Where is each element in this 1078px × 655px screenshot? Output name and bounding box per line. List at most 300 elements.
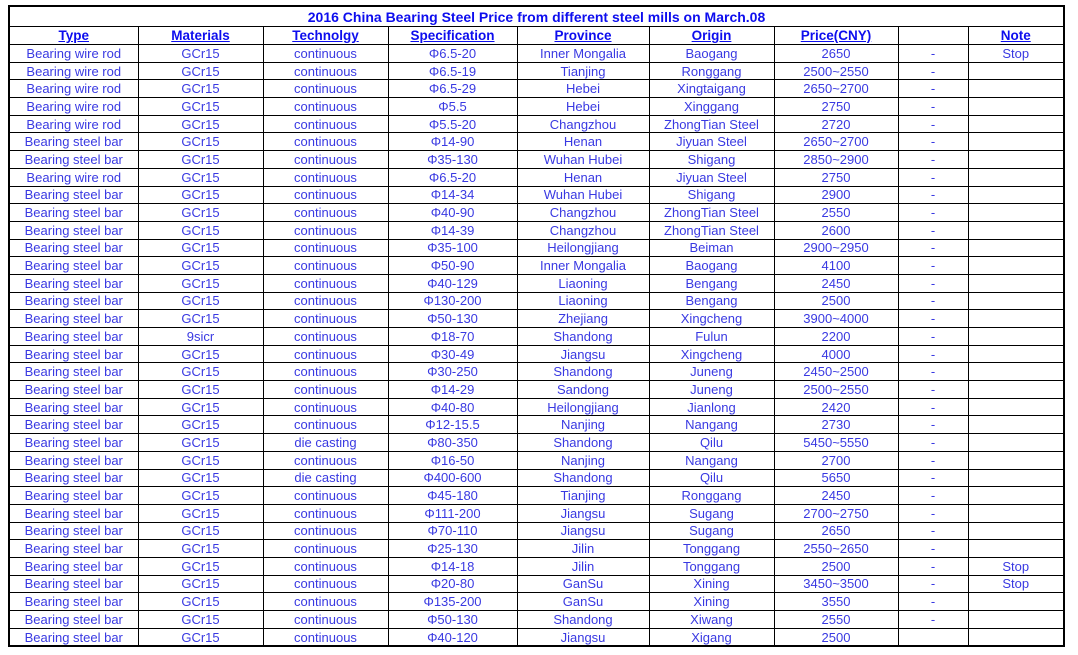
table-cell: 2700 [774, 451, 898, 469]
table-cell: - [898, 451, 968, 469]
table-cell: Beiman [649, 239, 774, 257]
table-row [9, 292, 1064, 310]
table-cell: Nangang [649, 451, 774, 469]
table-cell: Tianjing [517, 62, 649, 80]
table-cell: continuous [263, 416, 388, 434]
table-cell: die casting [263, 434, 388, 452]
table-cell: Φ45-180 [388, 487, 517, 505]
table-cell: - [898, 504, 968, 522]
table-cell: Φ5.5-20 [388, 115, 517, 133]
table-cell: 2700~2750 [774, 504, 898, 522]
table-cell: 2900~2950 [774, 239, 898, 257]
table-cell: continuous [263, 310, 388, 328]
table-cell: 3550 [774, 593, 898, 611]
table-cell: Φ16-50 [388, 451, 517, 469]
table-cell: Bearing wire rod [9, 80, 138, 98]
table-cell [968, 487, 1064, 505]
table-cell: 2500~2550 [774, 62, 898, 80]
table-cell: 4100 [774, 257, 898, 275]
table-cell: - [898, 557, 968, 575]
table-title: 2016 China Bearing Steel Price from different steel mills on March.08 [9, 6, 1064, 27]
table-cell: Jiangsu [517, 628, 649, 646]
table-cell: GCr15 [138, 345, 263, 363]
table-cell: 3450~3500 [774, 575, 898, 593]
table-cell: Jiyuan Steel [649, 133, 774, 151]
table-cell: continuous [263, 398, 388, 416]
table-cell: - [898, 115, 968, 133]
table-cell: continuous [263, 45, 388, 63]
table-cell [968, 451, 1064, 469]
table-cell: Φ111-200 [388, 504, 517, 522]
table-cell: Shandong [517, 611, 649, 629]
table-cell: continuous [263, 593, 388, 611]
table-cell [968, 540, 1064, 558]
table-cell: Sugang [649, 522, 774, 540]
table-row [9, 239, 1064, 257]
table-cell: Φ14-39 [388, 221, 517, 239]
table-cell [968, 239, 1064, 257]
table-cell: 2600 [774, 221, 898, 239]
table-cell: Φ14-90 [388, 133, 517, 151]
table-cell: - [898, 151, 968, 169]
table-cell: Bearing steel bar [9, 292, 138, 310]
table-cell: continuous [263, 204, 388, 222]
table-cell: Juneng [649, 381, 774, 399]
table-cell: GCr15 [138, 310, 263, 328]
table-row [9, 381, 1064, 399]
table-cell: Shandong [517, 363, 649, 381]
table-cell: Xingcheng [649, 310, 774, 328]
table-cell: Bearing steel bar [9, 398, 138, 416]
table-cell: Bearing steel bar [9, 469, 138, 487]
table-row [9, 168, 1064, 186]
table-cell: Bearing steel bar [9, 239, 138, 257]
table-cell [968, 257, 1064, 275]
table-cell: Sandong [517, 381, 649, 399]
table-cell: Φ50-130 [388, 310, 517, 328]
table-cell: Zhejiang [517, 310, 649, 328]
table-cell: ZhongTian Steel [649, 115, 774, 133]
table-cell: - [898, 434, 968, 452]
table-row [9, 487, 1064, 505]
table-cell: continuous [263, 239, 388, 257]
table-cell: continuous [263, 186, 388, 204]
table-cell: Φ6.5-29 [388, 80, 517, 98]
table-cell: continuous [263, 540, 388, 558]
table-cell: Inner Mongalia [517, 257, 649, 275]
table-cell [968, 363, 1064, 381]
table-cell: GCr15 [138, 168, 263, 186]
table-cell [968, 98, 1064, 116]
table-cell: Jilin [517, 557, 649, 575]
table-cell: Ronggang [649, 62, 774, 80]
table-row [9, 557, 1064, 575]
table-cell: Xigang [649, 628, 774, 646]
table-cell: Xining [649, 593, 774, 611]
table-cell: Shandong [517, 328, 649, 346]
table-cell: Bearing steel bar [9, 133, 138, 151]
column-header-price-cny: Price(CNY) [774, 27, 898, 45]
table-cell: Bearing steel bar [9, 151, 138, 169]
table-cell: GCr15 [138, 381, 263, 399]
table-row [9, 469, 1064, 487]
table-cell: Qilu [649, 434, 774, 452]
table-cell: continuous [263, 451, 388, 469]
table-row [9, 575, 1064, 593]
table-row [9, 345, 1064, 363]
table-row [9, 62, 1064, 80]
table-cell: Bearing steel bar [9, 522, 138, 540]
table-cell: - [898, 487, 968, 505]
table-cell: die casting [263, 469, 388, 487]
table-cell: continuous [263, 274, 388, 292]
table-row [9, 133, 1064, 151]
table-cell: GCr15 [138, 115, 263, 133]
column-header-province: Province [517, 27, 649, 45]
table-cell: continuous [263, 522, 388, 540]
table-row [9, 451, 1064, 469]
table-cell: 2550 [774, 611, 898, 629]
table-cell [968, 398, 1064, 416]
table-cell: Bearing steel bar [9, 381, 138, 399]
table-cell: Shigang [649, 186, 774, 204]
table-cell [968, 62, 1064, 80]
table-cell: Shigang [649, 151, 774, 169]
table-cell: - [898, 45, 968, 63]
table-cell: - [898, 363, 968, 381]
table-cell: 2450 [774, 487, 898, 505]
table-cell: continuous [263, 221, 388, 239]
table-row [9, 328, 1064, 346]
table-cell: - [898, 168, 968, 186]
table-cell: - [898, 98, 968, 116]
table-cell: GCr15 [138, 80, 263, 98]
table-cell: ZhongTian Steel [649, 221, 774, 239]
table-cell: - [898, 522, 968, 540]
table-cell: 9sicr [138, 328, 263, 346]
table-cell [968, 204, 1064, 222]
table-cell: Bearing steel bar [9, 310, 138, 328]
table-cell: GCr15 [138, 98, 263, 116]
table-cell: Bearing steel bar [9, 221, 138, 239]
table-row [9, 504, 1064, 522]
table-cell [968, 115, 1064, 133]
table-row [9, 186, 1064, 204]
table-cell: 2450~2500 [774, 363, 898, 381]
table-cell: 2650~2700 [774, 80, 898, 98]
table-row [9, 628, 1064, 646]
table-cell: GanSu [517, 593, 649, 611]
table-cell: Henan [517, 133, 649, 151]
table-cell: GCr15 [138, 522, 263, 540]
table-cell: Φ12-15.5 [388, 416, 517, 434]
table-row [9, 593, 1064, 611]
table-cell: Bearing steel bar [9, 204, 138, 222]
table-cell [968, 274, 1064, 292]
table-cell: GCr15 [138, 504, 263, 522]
table-cell: Baogang [649, 45, 774, 63]
table-cell: Jilin [517, 540, 649, 558]
table-cell: GanSu [517, 575, 649, 593]
table-row [9, 434, 1064, 452]
title-row [9, 6, 1064, 27]
table-cell: 2750 [774, 168, 898, 186]
table-cell [898, 628, 968, 646]
table-cell: Φ20-80 [388, 575, 517, 593]
table-cell: Φ40-90 [388, 204, 517, 222]
table-cell [968, 186, 1064, 204]
table-cell [968, 522, 1064, 540]
table-cell: 2500 [774, 628, 898, 646]
table-cell: Φ30-49 [388, 345, 517, 363]
table-cell: Φ135-200 [388, 593, 517, 611]
table-cell: Nanjing [517, 416, 649, 434]
table-cell: Changzhou [517, 204, 649, 222]
table-cell: GCr15 [138, 221, 263, 239]
table-cell: 2900 [774, 186, 898, 204]
table-cell: continuous [263, 328, 388, 346]
table-row [9, 274, 1064, 292]
table-cell: Bearing steel bar [9, 557, 138, 575]
table-cell: GCr15 [138, 62, 263, 80]
table-row [9, 310, 1064, 328]
table-cell: - [898, 310, 968, 328]
table-cell: Tonggang [649, 540, 774, 558]
table-cell: - [898, 398, 968, 416]
table-cell: Φ18-70 [388, 328, 517, 346]
table-cell: Bearing steel bar [9, 628, 138, 646]
table-cell: continuous [263, 345, 388, 363]
table-row [9, 416, 1064, 434]
table-cell: GCr15 [138, 239, 263, 257]
table-cell: continuous [263, 575, 388, 593]
table-row [9, 540, 1064, 558]
table-cell: continuous [263, 168, 388, 186]
table-cell [968, 611, 1064, 629]
table-cell: continuous [263, 504, 388, 522]
column-header-specification: Specification [388, 27, 517, 45]
table-cell: continuous [263, 80, 388, 98]
table-cell: GCr15 [138, 611, 263, 629]
table-cell: Qilu [649, 469, 774, 487]
table-cell: Jiyuan Steel [649, 168, 774, 186]
table-cell: GCr15 [138, 363, 263, 381]
table-cell: 2850~2900 [774, 151, 898, 169]
table-cell: 2420 [774, 398, 898, 416]
table-cell: GCr15 [138, 274, 263, 292]
column-header-materials: Materials [138, 27, 263, 45]
table-cell: Baogang [649, 257, 774, 275]
table-row [9, 363, 1064, 381]
table-cell: GCr15 [138, 398, 263, 416]
table-cell: Heilongjiang [517, 398, 649, 416]
table-cell: Φ130-200 [388, 292, 517, 310]
table-cell: continuous [263, 62, 388, 80]
table-cell: Bearing steel bar [9, 504, 138, 522]
table-cell: - [898, 540, 968, 558]
table-cell [968, 434, 1064, 452]
table-cell: Stop [968, 575, 1064, 593]
table-cell: Φ40-120 [388, 628, 517, 646]
table-cell: 2500~2550 [774, 381, 898, 399]
table-cell: Bearing steel bar [9, 540, 138, 558]
table-cell: - [898, 274, 968, 292]
table-cell: GCr15 [138, 593, 263, 611]
table-cell: continuous [263, 133, 388, 151]
table-cell: Heilongjiang [517, 239, 649, 257]
table-row [9, 398, 1064, 416]
table-cell: Φ400-600 [388, 469, 517, 487]
table-cell: continuous [263, 557, 388, 575]
table-cell: continuous [263, 257, 388, 275]
table-row [9, 80, 1064, 98]
table-cell: Henan [517, 168, 649, 186]
table-cell: GCr15 [138, 133, 263, 151]
table-cell: Xingtaigang [649, 80, 774, 98]
table-cell [968, 593, 1064, 611]
table-cell: Bengang [649, 292, 774, 310]
table-cell: Xiwang [649, 611, 774, 629]
table-cell: Wuhan Hubei [517, 151, 649, 169]
table-body [9, 45, 1064, 647]
table-row [9, 151, 1064, 169]
table-cell: Hebei [517, 80, 649, 98]
price-table [8, 5, 1065, 647]
table-row [9, 257, 1064, 275]
table-cell: Jiangsu [517, 504, 649, 522]
table-cell: Bearing steel bar [9, 274, 138, 292]
table-cell: continuous [263, 98, 388, 116]
table-cell: 2730 [774, 416, 898, 434]
table-cell [968, 381, 1064, 399]
table-cell: - [898, 204, 968, 222]
table-cell [968, 504, 1064, 522]
table-cell: GCr15 [138, 540, 263, 558]
table-cell: Xingcheng [649, 345, 774, 363]
table-cell: GCr15 [138, 186, 263, 204]
table-cell: - [898, 469, 968, 487]
table-cell [968, 221, 1064, 239]
table-cell: Φ25-130 [388, 540, 517, 558]
table-row [9, 522, 1064, 540]
column-header-origin: Origin [649, 27, 774, 45]
table-cell [968, 628, 1064, 646]
table-cell [968, 345, 1064, 363]
table-cell: Bearing steel bar [9, 434, 138, 452]
table-cell: Φ35-130 [388, 151, 517, 169]
table-cell: continuous [263, 611, 388, 629]
table-row [9, 204, 1064, 222]
table-cell: - [898, 186, 968, 204]
table-cell: GCr15 [138, 628, 263, 646]
table-cell [968, 133, 1064, 151]
table-cell: continuous [263, 381, 388, 399]
table-cell [968, 80, 1064, 98]
table-cell [968, 328, 1064, 346]
table-cell: 2650~2700 [774, 133, 898, 151]
table-cell: Φ6.5-20 [388, 168, 517, 186]
table-cell: GCr15 [138, 487, 263, 505]
table-cell: GCr15 [138, 557, 263, 575]
table-cell: GCr15 [138, 451, 263, 469]
column-header-technolgy: Technolgy [263, 27, 388, 45]
table-cell: - [898, 292, 968, 310]
table-cell: - [898, 593, 968, 611]
table-row [9, 115, 1064, 133]
table-row [9, 45, 1064, 63]
table-cell: Nangang [649, 416, 774, 434]
table-cell: GCr15 [138, 45, 263, 63]
table-row [9, 611, 1064, 629]
table-cell: Bearing steel bar [9, 363, 138, 381]
table-cell: GCr15 [138, 204, 263, 222]
table-cell: Jianlong [649, 398, 774, 416]
table-cell [968, 151, 1064, 169]
table-cell: Stop [968, 557, 1064, 575]
table-cell: - [898, 221, 968, 239]
table-cell: Stop [968, 45, 1064, 63]
table-cell: Jiangsu [517, 345, 649, 363]
table-cell: Bearing wire rod [9, 45, 138, 63]
table-cell: Φ40-80 [388, 398, 517, 416]
table-cell: - [898, 381, 968, 399]
table-cell: 2200 [774, 328, 898, 346]
table-cell: Φ30-250 [388, 363, 517, 381]
table-cell: Φ35-100 [388, 239, 517, 257]
table-cell: GCr15 [138, 469, 263, 487]
table-cell: - [898, 133, 968, 151]
table-cell: Liaoning [517, 292, 649, 310]
table-cell: 3900~4000 [774, 310, 898, 328]
table-cell: Φ70-110 [388, 522, 517, 540]
table-cell: 5450~5550 [774, 434, 898, 452]
table-cell: continuous [263, 363, 388, 381]
table-cell [968, 168, 1064, 186]
table-cell: Fulun [649, 328, 774, 346]
table-cell: Tonggang [649, 557, 774, 575]
table-cell: GCr15 [138, 416, 263, 434]
column-header-type: Type [9, 27, 138, 45]
table-cell: 2500 [774, 557, 898, 575]
table-row [9, 98, 1064, 116]
table-cell: Φ6.5-19 [388, 62, 517, 80]
table-cell: GCr15 [138, 575, 263, 593]
table-cell: 2650 [774, 45, 898, 63]
table-cell: Wuhan Hubei [517, 186, 649, 204]
table-cell: - [898, 345, 968, 363]
table-cell: - [898, 239, 968, 257]
table-cell: Bearing steel bar [9, 328, 138, 346]
table-cell: ZhongTian Steel [649, 204, 774, 222]
table-cell: Φ5.5 [388, 98, 517, 116]
table-cell [968, 416, 1064, 434]
table-cell: GCr15 [138, 151, 263, 169]
table-cell: Φ50-90 [388, 257, 517, 275]
table-cell: Bearing wire rod [9, 168, 138, 186]
table-cell: Juneng [649, 363, 774, 381]
table-cell: Bearing steel bar [9, 487, 138, 505]
table-cell: Φ14-29 [388, 381, 517, 399]
table-cell [968, 310, 1064, 328]
table-cell: 2500 [774, 292, 898, 310]
table-cell: - [898, 62, 968, 80]
table-cell: continuous [263, 115, 388, 133]
table-cell: 2750 [774, 98, 898, 116]
table-cell: Shandong [517, 434, 649, 452]
table-cell: Φ80-350 [388, 434, 517, 452]
table-cell: Hebei [517, 98, 649, 116]
table-cell: Φ14-18 [388, 557, 517, 575]
